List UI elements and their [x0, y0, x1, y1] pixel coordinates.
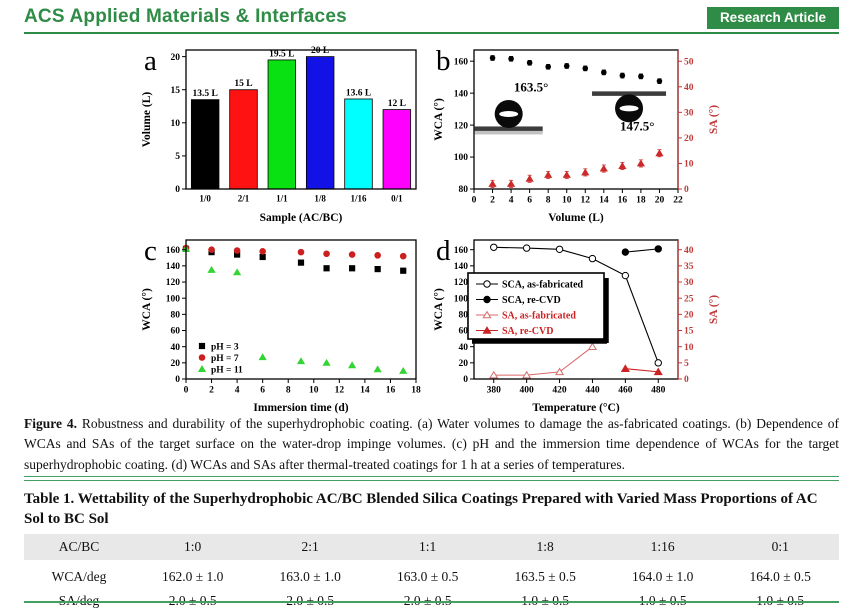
svg-text:20: 20 [458, 359, 468, 370]
table-cell: 164.0 ± 1.0 [631, 569, 694, 584]
svg-text:5: 5 [684, 359, 689, 370]
svg-text:0: 0 [183, 385, 189, 396]
svg-text:120: 120 [165, 278, 180, 289]
panel-b-wca-sa-chart [430, 40, 722, 226]
panel-a-bar-chart [138, 40, 430, 226]
svg-text:460: 460 [618, 385, 633, 396]
svg-text:100: 100 [453, 153, 468, 164]
svg-text:pH = 3: pH = 3 [211, 342, 239, 353]
svg-text:6: 6 [527, 195, 533, 206]
svg-text:15: 15 [170, 85, 180, 96]
svg-text:35: 35 [684, 262, 694, 273]
svg-text:0: 0 [471, 195, 477, 206]
header-rule [24, 32, 839, 34]
svg-text:WCA (°): WCA (°) [433, 98, 445, 141]
svg-text:60: 60 [458, 326, 468, 337]
svg-text:10: 10 [561, 195, 572, 206]
svg-text:13.5 L: 13.5 L [192, 89, 218, 100]
svg-text:SCA, re-CVD: SCA, re-CVD [502, 294, 561, 306]
section-divider-rule [24, 476, 839, 481]
svg-text:20: 20 [684, 310, 694, 321]
svg-text:1/1: 1/1 [276, 193, 288, 204]
table-cell: 1.0 ± 0.5 [521, 593, 570, 608]
svg-text:SA (°): SA (°) [708, 104, 720, 135]
svg-text:80: 80 [458, 185, 468, 196]
svg-text:15 L: 15 L [234, 79, 253, 90]
svg-text:8: 8 [285, 385, 291, 396]
svg-text:c: c [144, 235, 157, 267]
svg-text:SA, re-CVD: SA, re-CVD [502, 325, 554, 337]
svg-text:0: 0 [175, 375, 180, 386]
svg-text:0: 0 [684, 375, 689, 386]
svg-text:WCA (°): WCA (°) [433, 288, 445, 331]
table-cell: 2.0 ± 0.5 [168, 593, 217, 608]
panel-c-ph-chart [138, 230, 430, 416]
svg-text:20: 20 [170, 359, 180, 370]
figure-caption-label: Figure 4. [24, 416, 77, 431]
svg-text:80: 80 [170, 310, 180, 321]
svg-text:440: 440 [585, 385, 600, 396]
svg-text:420: 420 [552, 385, 567, 396]
svg-text:163.5°: 163.5° [513, 79, 549, 95]
table-cell: 1.0 ± 0.5 [756, 593, 805, 608]
table-row-label: WCA/deg [51, 569, 107, 584]
table-cell: 2.0 ± 0.5 [403, 593, 452, 608]
svg-text:0/1: 0/1 [391, 193, 403, 204]
svg-text:b: b [436, 45, 451, 77]
table-column-header: 1:0 [134, 534, 252, 560]
svg-text:0: 0 [463, 375, 468, 386]
svg-text:WCA (°): WCA (°) [141, 288, 153, 331]
svg-text:20: 20 [170, 52, 180, 63]
table-column-header: 0:1 [721, 534, 839, 560]
svg-text:480: 480 [651, 385, 666, 396]
svg-text:4: 4 [234, 385, 240, 396]
svg-text:16: 16 [617, 195, 628, 206]
table-cell: 164.0 ± 0.5 [749, 569, 811, 584]
table-1 [24, 534, 839, 609]
svg-text:40: 40 [684, 245, 694, 256]
svg-text:2: 2 [490, 195, 495, 206]
svg-text:SA (°): SA (°) [708, 294, 720, 325]
svg-text:30: 30 [684, 108, 694, 119]
svg-text:2: 2 [209, 385, 214, 396]
svg-text:1/8: 1/8 [314, 193, 326, 204]
svg-text:15: 15 [684, 326, 694, 337]
figure-4-panels [138, 40, 722, 416]
svg-text:4: 4 [508, 195, 514, 206]
svg-text:25: 25 [684, 294, 694, 305]
svg-text:100: 100 [165, 294, 180, 305]
svg-text:16: 16 [385, 385, 396, 396]
svg-text:a: a [144, 45, 157, 77]
svg-text:pH = 7: pH = 7 [211, 353, 239, 364]
table-cell: 163.0 ± 0.5 [396, 569, 459, 584]
svg-text:1/0: 1/0 [199, 193, 211, 204]
svg-text:14: 14 [599, 195, 609, 206]
svg-text:60: 60 [170, 326, 180, 337]
research-article-badge: Research Article [707, 7, 839, 29]
table-row [24, 589, 839, 609]
svg-text:400: 400 [519, 385, 534, 396]
svg-text:50: 50 [684, 57, 694, 68]
table-cell: 163.5 ± 0.5 [514, 569, 576, 584]
svg-text:10: 10 [309, 385, 319, 396]
panel-d-temperature-chart [430, 230, 722, 416]
figure-caption-text: Robustness and durability of the superhydrophobic coating. (a) Water volumes to damage the as-fabricated coatings. (b) Dependence of WCAs and SAs of the target surface on the water-drop impinge volumes. (c) pH and the immersion time dependence of WCAs for the target superhydrophobic coating. (d) WCAs and SAs after thermal-treated coatings for 1 h at a series of temperatures. [24, 416, 839, 472]
svg-text:SA, as-fabricated: SA, as-fabricated [502, 310, 576, 322]
svg-text:Volume (L): Volume (L) [548, 212, 604, 224]
table-cell: 162.0 ± 1.0 [161, 569, 224, 584]
svg-text:40: 40 [458, 342, 468, 353]
svg-text:140: 140 [165, 262, 180, 273]
table-cell: 1.0 ± 0.5 [638, 593, 687, 608]
journal-title: ACS Applied Materials & Interfaces [24, 6, 347, 27]
table-column-header: 1:8 [486, 534, 604, 560]
svg-text:Temperature (°C): Temperature (°C) [532, 402, 620, 414]
svg-text:10: 10 [684, 159, 694, 170]
table-cell: 163.0 ± 1.0 [279, 569, 341, 584]
svg-text:140: 140 [453, 262, 468, 273]
figure-caption [24, 414, 839, 475]
svg-text:Volume (L): Volume (L) [141, 91, 153, 148]
svg-text:10: 10 [170, 119, 180, 130]
svg-text:147.5°: 147.5° [619, 118, 655, 134]
page-header [24, 6, 839, 31]
svg-text:160: 160 [453, 245, 468, 256]
svg-text:80: 80 [458, 310, 468, 321]
svg-text:100: 100 [453, 294, 468, 305]
svg-text:20: 20 [684, 134, 694, 145]
svg-text:140: 140 [453, 89, 468, 100]
svg-text:12: 12 [580, 195, 591, 206]
table-column-header: 1:16 [604, 534, 722, 560]
svg-text:380: 380 [486, 385, 501, 396]
svg-text:22: 22 [673, 195, 683, 206]
svg-text:1/16: 1/16 [350, 193, 367, 204]
table-column-header: AC/BC [24, 534, 134, 560]
svg-text:pH = 11: pH = 11 [211, 365, 243, 376]
svg-text:0: 0 [175, 185, 180, 196]
table-row [24, 560, 839, 589]
svg-text:8: 8 [545, 195, 551, 206]
svg-text:160: 160 [453, 57, 468, 68]
svg-text:Sample (AC/BC): Sample (AC/BC) [259, 212, 343, 224]
svg-text:13.6 L: 13.6 L [345, 88, 372, 99]
svg-text:12 L: 12 L [387, 99, 406, 110]
table-cell: 2.0 ± 0.5 [286, 593, 335, 608]
svg-text:30: 30 [684, 278, 694, 289]
svg-text:18: 18 [411, 385, 421, 396]
svg-text:18: 18 [636, 195, 646, 206]
table-bottom-rule [24, 601, 839, 603]
table-column-header: 1:1 [369, 534, 487, 560]
table-row-label: SA/deg [58, 593, 100, 608]
table-column-header: 2:1 [251, 534, 369, 560]
svg-text:19.5 L: 19.5 L [269, 49, 295, 60]
svg-text:40: 40 [684, 82, 694, 93]
svg-text:14: 14 [360, 385, 370, 396]
svg-text:Immersion time (d): Immersion time (d) [253, 402, 349, 414]
svg-text:6: 6 [260, 385, 266, 396]
svg-text:5: 5 [175, 152, 180, 163]
svg-text:2/1: 2/1 [237, 193, 250, 204]
svg-text:SCA, as-fabricated: SCA, as-fabricated [502, 279, 584, 291]
svg-text:120: 120 [453, 121, 468, 132]
svg-text:20 L: 20 L [311, 46, 330, 57]
svg-text:0: 0 [684, 185, 689, 196]
svg-text:12: 12 [334, 385, 345, 396]
svg-text:20: 20 [654, 195, 665, 206]
svg-text:10: 10 [684, 342, 694, 353]
svg-text:d: d [436, 235, 451, 267]
svg-text:40: 40 [170, 342, 180, 353]
table-1-title: Table 1. Wettability of the Superhydrophobic AC/BC Blended Silica Coatings Prepared with Varied Mass Proportions of AC Sol to BC Sol [24, 491, 818, 528]
svg-text:160: 160 [165, 245, 180, 256]
svg-text:120: 120 [453, 278, 468, 289]
